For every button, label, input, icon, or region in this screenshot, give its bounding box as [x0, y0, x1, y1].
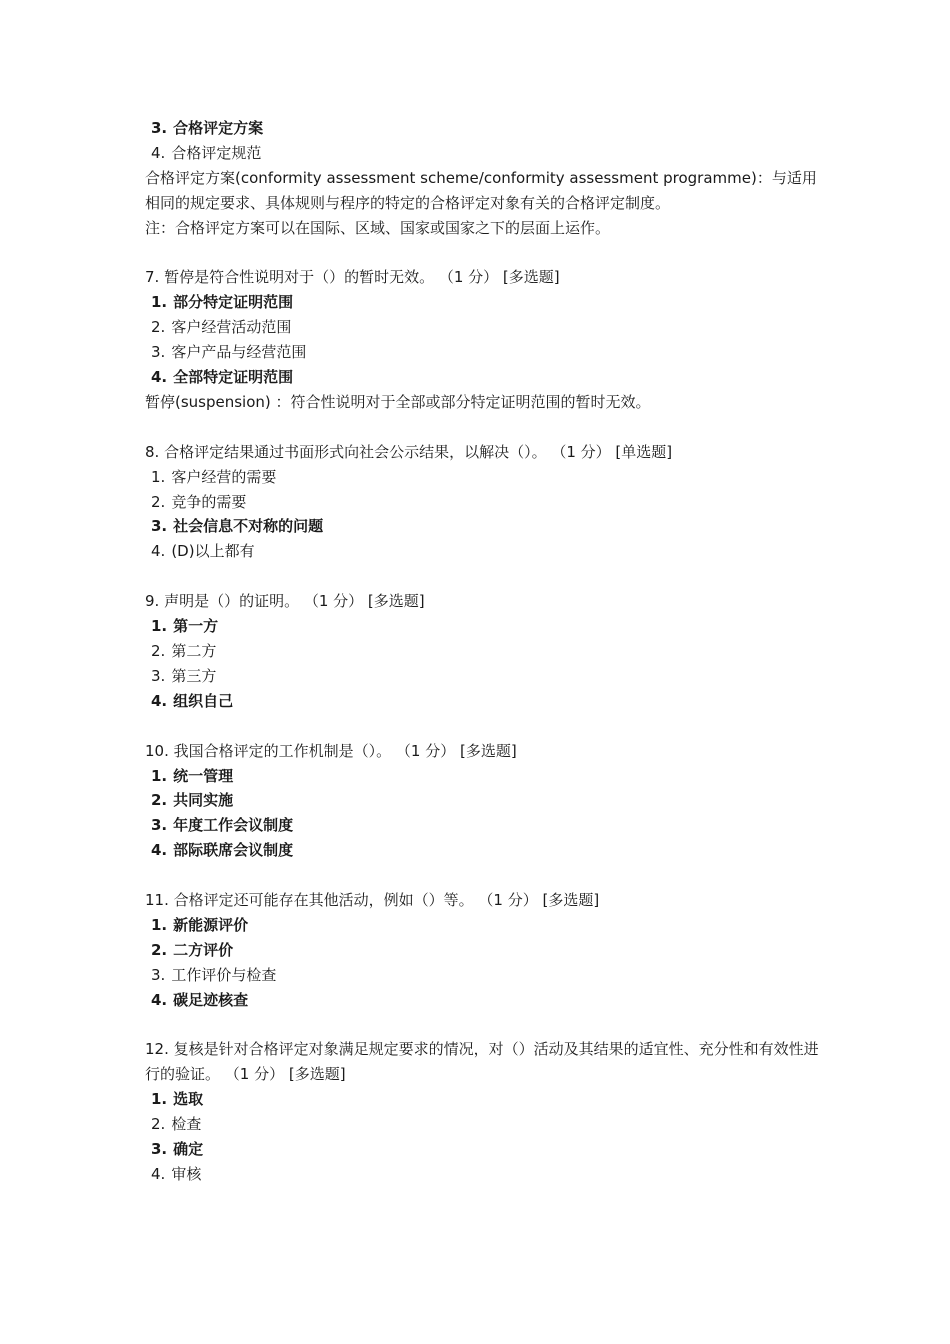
option-number: 4. [151, 542, 166, 561]
explanation-text: 暂停(suspension) ：符合性说明对于全部或部分特定证明范围的暂时无效。 [145, 392, 651, 411]
blank-line [145, 241, 825, 266]
option-number: 2. [151, 791, 168, 810]
option-text: 审核 [171, 1164, 202, 1183]
blank-line [145, 863, 825, 888]
answer-option [145, 788, 825, 813]
option-number: 3. [151, 119, 168, 137]
answer-option [145, 1137, 825, 1162]
question-text: 8. 合格评定结果通过书面形式向社会公示结果，以解决（）。 （1 分） [单选题] [145, 442, 673, 461]
option-text: 确定 [173, 1140, 204, 1159]
option-number: 1. [151, 915, 168, 934]
option-text: 第一方 [173, 617, 219, 636]
answer-option [145, 664, 825, 689]
option-number: 1. [151, 293, 168, 312]
explanation-text: 注：合格评定方案可以在国际、区域、国家或国家之下的层面上运作。 [145, 218, 611, 237]
option-number: 3. [151, 1140, 168, 1159]
answer-option [145, 1087, 825, 1112]
answer-option [145, 365, 825, 390]
blank-line [145, 564, 825, 589]
answer-option [145, 938, 825, 963]
answer-option [145, 490, 825, 515]
answer-option [145, 514, 825, 539]
answer-option [145, 116, 825, 141]
blank-line [145, 415, 825, 440]
answer-option [145, 539, 825, 564]
option-text: 二方评价 [173, 940, 234, 959]
option-number: 3. [151, 517, 168, 536]
option-number: 4. [151, 841, 168, 860]
option-text: 客户产品与经营范围 [171, 343, 307, 362]
answer-option [145, 813, 825, 838]
answer-option [145, 639, 825, 664]
option-number: 1. [151, 467, 166, 486]
option-text: 社会信息不对称的问题 [173, 517, 324, 536]
option-text: 检查 [171, 1115, 202, 1134]
option-number: 1. [151, 766, 168, 785]
answer-option [145, 838, 825, 863]
option-text: 全部特定证明范围 [173, 368, 294, 387]
option-number: 1. [151, 1090, 168, 1109]
answer-option [145, 689, 825, 714]
answer-option [145, 1112, 825, 1137]
question-text: 11. 合格评定还可能存在其他活动，例如（）等。 （1 分） [多选题] [145, 891, 600, 910]
option-number: 4. [151, 1164, 166, 1183]
option-number: 2. [151, 492, 166, 511]
option-number: 2. [151, 1115, 166, 1134]
answer-option [145, 465, 825, 490]
option-number: 2. [151, 940, 168, 959]
option-text: 选取 [173, 1090, 204, 1109]
option-number: 4. [151, 143, 166, 162]
answer-option [145, 141, 825, 166]
option-text: 合格评定方案 [173, 119, 264, 137]
option-number: 2. [151, 318, 166, 337]
option-number: 4. [151, 368, 168, 387]
question-text: 12. 复核是针对合格评定对象满足规定要求的情况，对（）活动及其结果的适宜性、充分性和有效性进行的验证。 （1 分） [多选题] [145, 1040, 819, 1084]
document-body [145, 116, 825, 1187]
answer-option [145, 290, 825, 315]
option-text: (D)以上都有 [171, 542, 255, 561]
answer-option [145, 764, 825, 789]
option-number: 2. [151, 641, 166, 660]
option-text: 年度工作会议制度 [173, 816, 294, 835]
option-number: 3. [151, 343, 166, 362]
option-text: 统一管理 [173, 766, 234, 785]
option-number: 4. [151, 990, 168, 1009]
question-text: 10. 我国合格评定的工作机制是（）。 （1 分） [多选题] [145, 741, 517, 760]
answer-option [145, 988, 825, 1013]
answer-option [145, 1162, 825, 1187]
blank-line [145, 1013, 825, 1038]
option-number: 3. [151, 965, 166, 984]
option-text: 客户经营活动范围 [171, 318, 292, 337]
option-text: 组织自己 [173, 691, 234, 710]
option-number: 3. [151, 816, 168, 835]
option-number: 1. [151, 617, 168, 636]
option-text: 新能源评价 [173, 915, 249, 934]
blank-line [145, 714, 825, 739]
question-text: 7. 暂停是符合性说明对于（）的暂时无效。 （1 分） [多选题] [145, 268, 560, 287]
option-number: 4. [151, 691, 168, 710]
option-text: 第二方 [171, 641, 217, 660]
option-text: 部分特定证明范围 [173, 293, 294, 312]
answer-option [145, 315, 825, 340]
answer-option [145, 614, 825, 639]
option-text: 碳足迹核查 [173, 990, 249, 1009]
question-text: 9. 声明是（）的证明。 （1 分） [多选题] [145, 592, 425, 611]
answer-option [145, 963, 825, 988]
option-text: 部际联席会议制度 [173, 841, 294, 860]
option-text: 竞争的需要 [171, 492, 247, 511]
option-text: 工作评价与检查 [171, 965, 277, 984]
option-text: 客户经营的需要 [171, 467, 277, 486]
option-text: 合格评定规范 [171, 143, 262, 162]
option-text: 第三方 [171, 666, 217, 685]
answer-option [145, 340, 825, 365]
option-number: 3. [151, 666, 166, 685]
option-text: 共同实施 [173, 791, 234, 810]
answer-option [145, 913, 825, 938]
explanation-text: 合格评定方案(conformity assessment scheme/conformity assessment programme)：与适用相同的规定要求、具体规则与程序的特定的合格评定对象有关的合格评定制度。 [145, 168, 817, 212]
